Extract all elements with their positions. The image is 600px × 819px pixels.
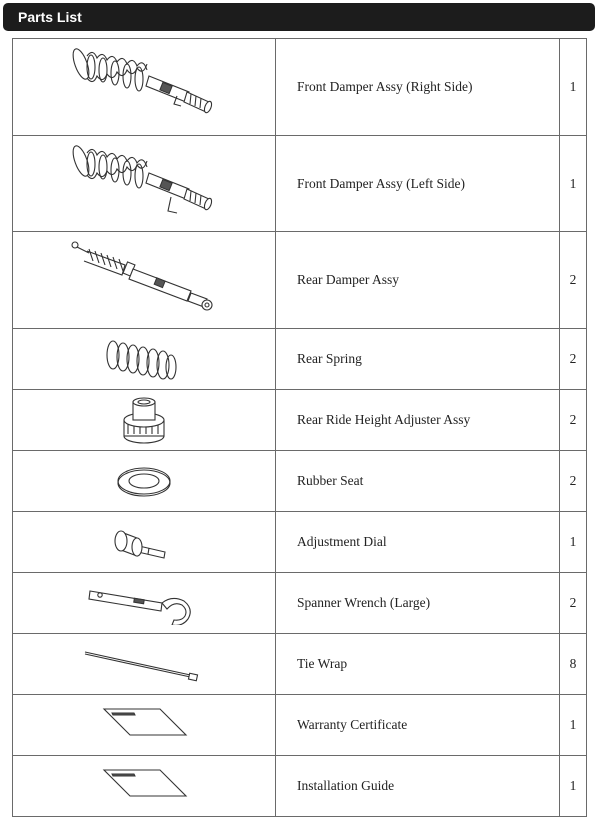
- part-qty: 8: [560, 634, 587, 695]
- table-row: [13, 634, 587, 695]
- table-row: [13, 512, 587, 573]
- front-damper-left-icon: [69, 139, 219, 229]
- part-qty: 2: [560, 573, 587, 634]
- table-row: [13, 573, 587, 634]
- part-name: Warranty Certificate: [276, 695, 560, 756]
- part-name: Rear Damper Assy: [276, 232, 560, 329]
- part-qty: 1: [560, 756, 587, 817]
- parts-table: [12, 38, 587, 817]
- part-qty: 2: [560, 329, 587, 390]
- part-name: Spanner Wrench (Large): [276, 573, 560, 634]
- part-qty: 1: [560, 512, 587, 573]
- table-row: [13, 756, 587, 817]
- front-damper-right-icon: [69, 42, 219, 132]
- ride-height-adjuster-icon: [109, 392, 179, 448]
- part-name: Rear Spring: [276, 329, 560, 390]
- part-name: Adjustment Dial: [276, 512, 560, 573]
- table-row: [13, 136, 587, 232]
- part-qty: 1: [560, 136, 587, 232]
- spanner-wrench-icon: [84, 581, 204, 625]
- table-row: [13, 390, 587, 451]
- part-qty: 2: [560, 232, 587, 329]
- rear-damper-icon: [69, 235, 219, 325]
- tie-wrap-icon: [79, 644, 209, 684]
- installation-guide-icon: [94, 766, 194, 806]
- table-row: [13, 39, 587, 136]
- table-row: [13, 695, 587, 756]
- part-qty: 1: [560, 695, 587, 756]
- rubber-seat-icon: [109, 461, 179, 501]
- warranty-certificate-icon: [94, 705, 194, 745]
- part-name: Front Damper Assy (Left Side): [276, 136, 560, 232]
- part-name: Front Damper Assy (Right Side): [276, 39, 560, 136]
- part-name: Installation Guide: [276, 756, 560, 817]
- table-row: [13, 329, 587, 390]
- adjustment-dial-icon: [109, 516, 179, 568]
- part-name: Tie Wrap: [276, 634, 560, 695]
- table-row: [13, 232, 587, 329]
- part-qty: 1: [560, 39, 587, 136]
- page-title: Parts List: [18, 9, 82, 25]
- part-name: Rubber Seat: [276, 451, 560, 512]
- part-qty: 2: [560, 390, 587, 451]
- table-row: [13, 451, 587, 512]
- part-name: Rear Ride Height Adjuster Assy: [276, 390, 560, 451]
- rear-spring-icon: [99, 333, 189, 385]
- header-bar: [3, 3, 595, 31]
- part-qty: 2: [560, 451, 587, 512]
